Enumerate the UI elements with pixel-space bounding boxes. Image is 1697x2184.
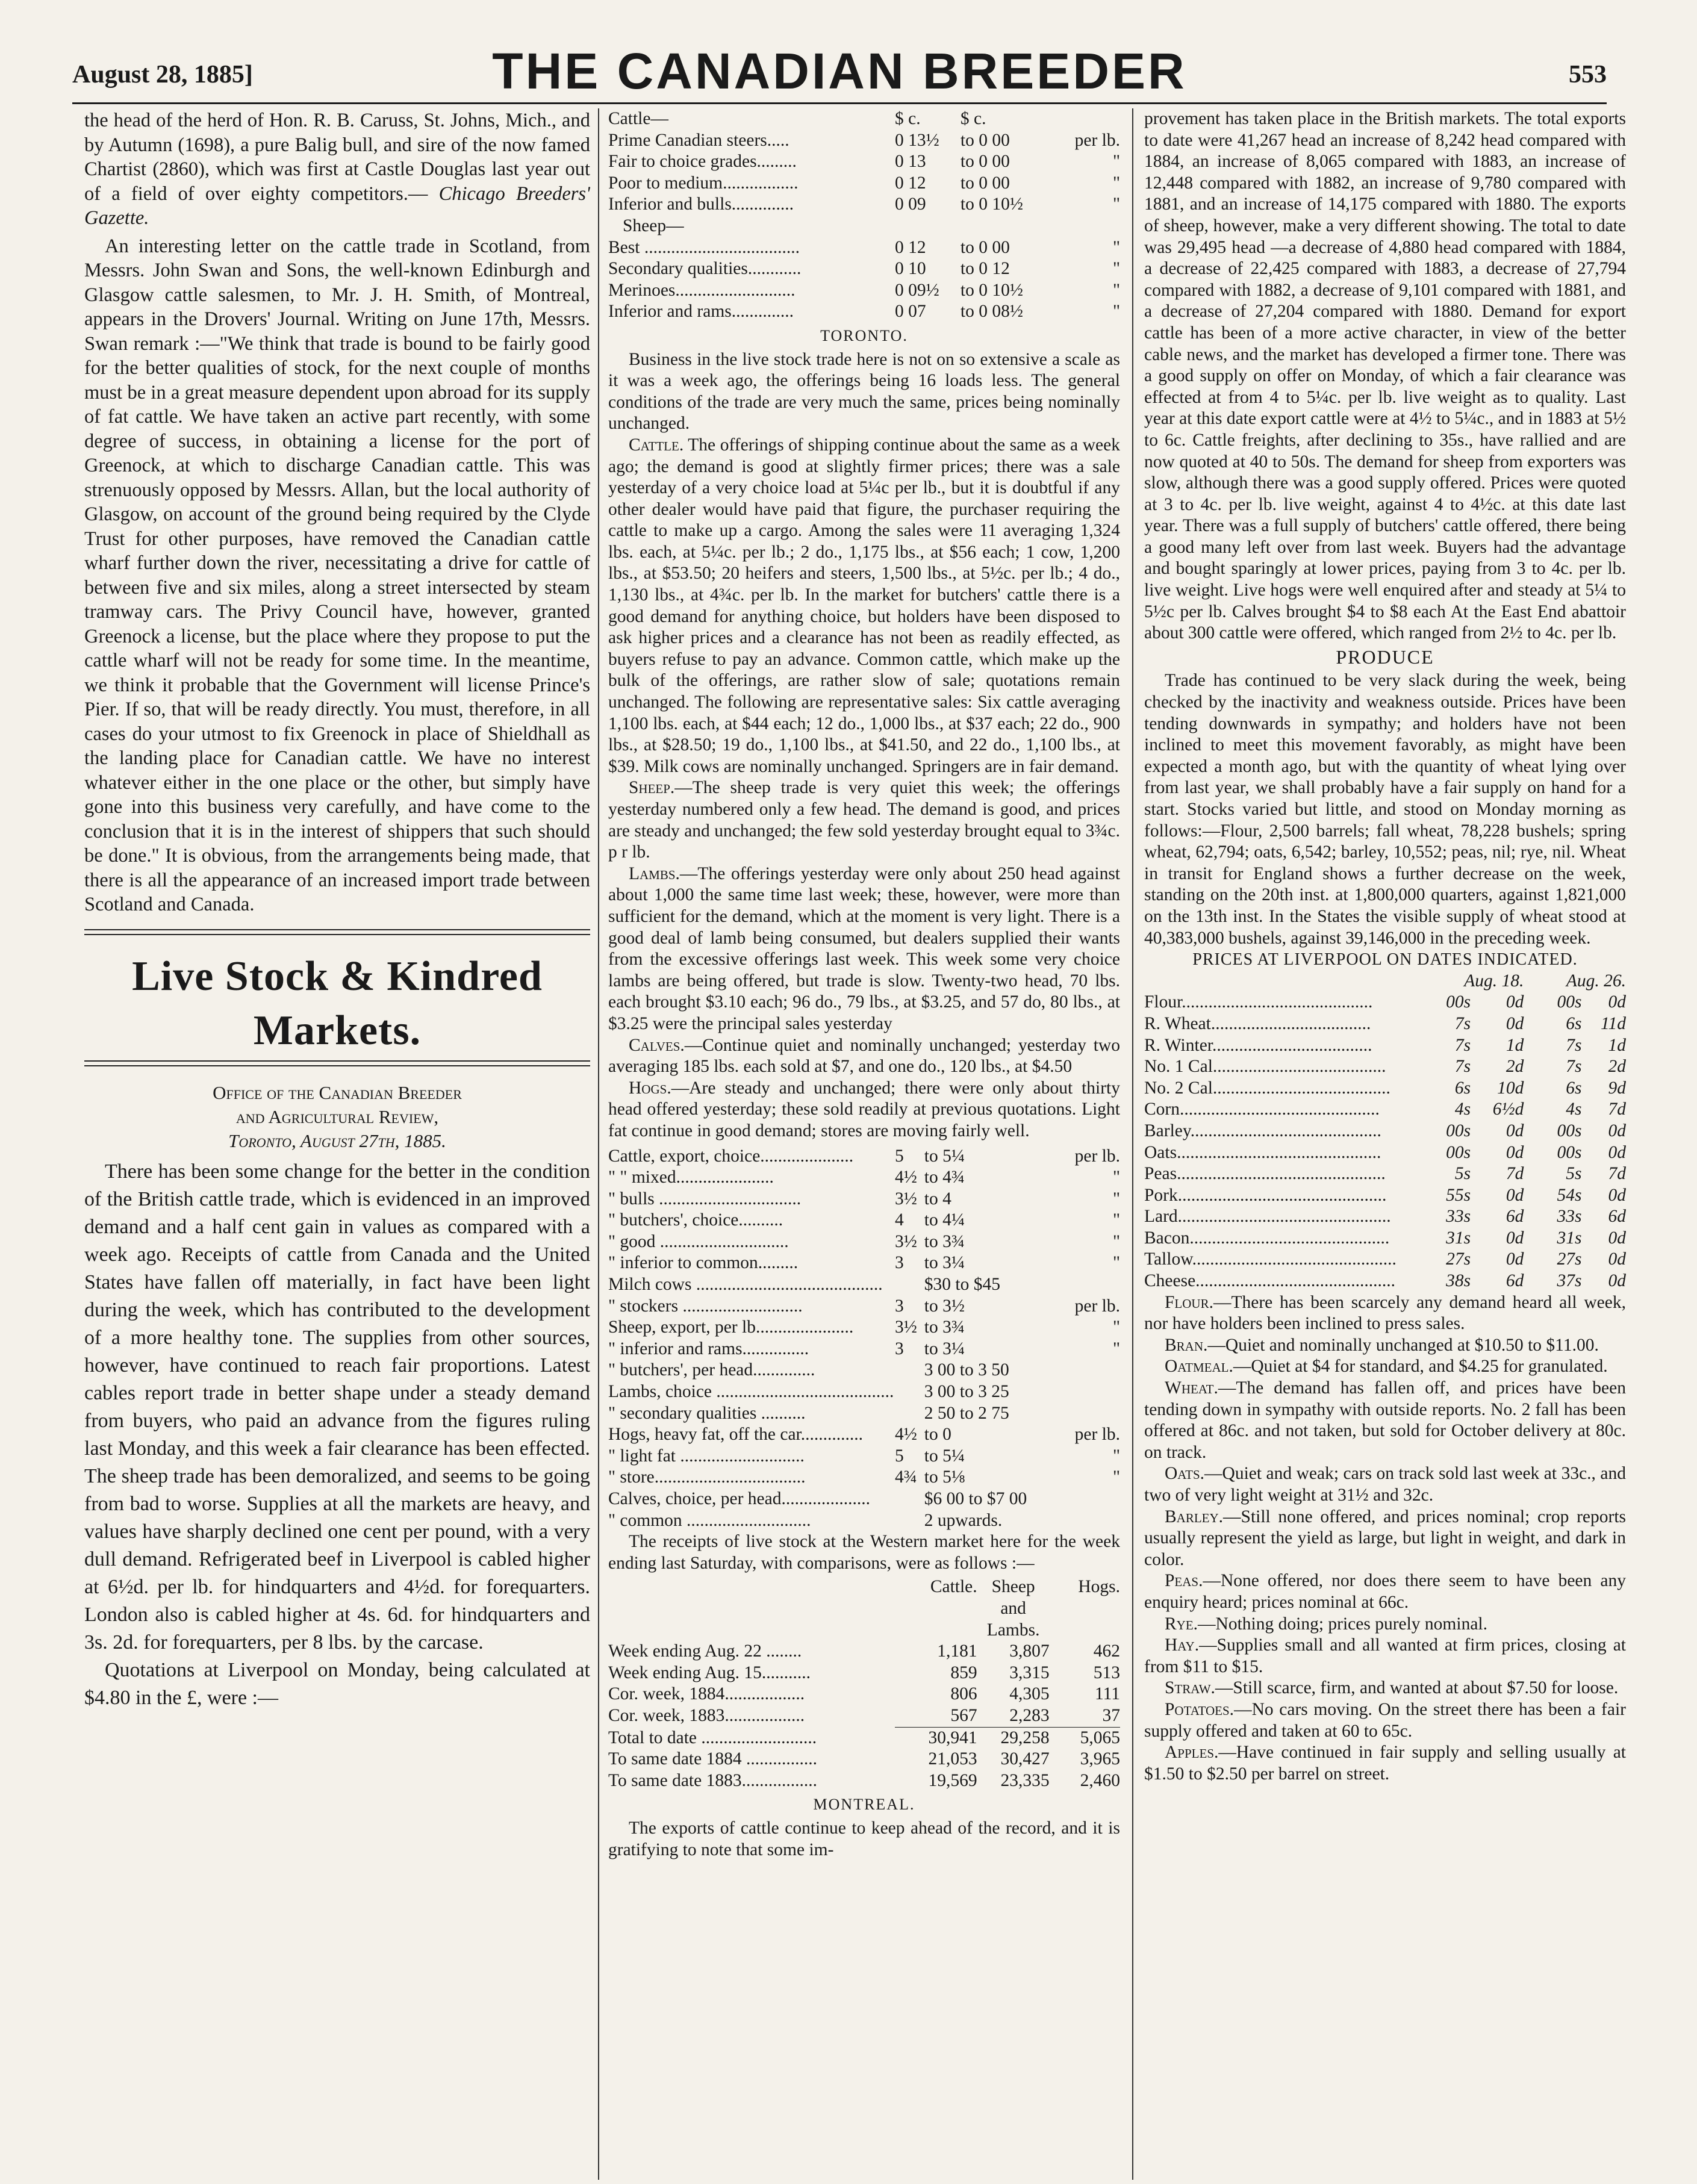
table-row: Cattle, export, choice..................... 5 to 5¼ per lb.: [608, 1146, 1120, 1166]
table-row: Inferior and rams.............. 0 07 to 0 08½ ": [608, 302, 1120, 322]
table-row: Peas............................................... 5s 7d 5s 7d: [1144, 1164, 1626, 1184]
market-paragraph: Cattle. The offerings of shipping continue about the same as a week ago; the demand is good at slightly firmer prices; there was a sale yesterday of a very choice load at 5¼c per lb., but it is doubtful if any other dealer would have paid that figure, the purchaser requiring the cattle to make up a cargo. Among the sales were 11 averaging 1,324 lbs. each, at 5¼c. per lb.; 2 do., 1,175 lbs., at $56 each; 1 cow, 1,200 lbs., at $53.50; 20 heifers and steers, 1,500 lbs., at 5½c. per lb.; 4 do., 1,130 lbs., at 4¾c. per lb. In the market for butchers' cattle there is a good demand for anything choice, but holders have been disposed to ask higher prices and a clearance has not been as readily effected, as buyers refuse to pay an advance. Common cattle, which make up the bulk of the offerings, are rather slow of sale; quotations remain unchanged. The following are representative sales: Six cattle averaging 1,100 lbs. each, at $44 each; 12 do., 1,000 lbs., at $37 each; 22 do., 900 lbs., at $28.50; 19 do., 1,100 lbs., at $41.50, and 22 do., 1,100 lbs., at $39. Milk cows are nominally unchanged. Springers are in fair demand.: [608, 435, 1120, 776]
column-1: [84, 108, 590, 2168]
table-row: Sheep, export, per lb...................... 3½ to 3¾ ": [608, 1318, 1120, 1337]
column-2: [608, 108, 1120, 2168]
liverpool-prices-table: Aug. 18. Aug. 26. Flour........................................... 00s 0d 00s 0d R. Wheat.................................... 7s 0d 6s 11d R. Winter.................................... 7s 1d 7s 1d No. 1 Cal....................................... 7s 2d 7s 2d No. 2 Cal........................................ 6s 10d 6s 9d Corn............................................. 4s 6½d 4s 7d Barley........................................... 00s 0d 00s 0d Oats.............................................. 00s 0d 00s 0d Peas............................................... 5s 7d 5s 7d Pork............................................... 55s 0d 54s 0d Lard................................................ 33s 6d 33s 6d Bacon............................................. 31s 0d 31s 0d Tallow.............................................. 27s 0d 27s 0d Cheese............................................. 38s 6d 37s 0d: [1144, 971, 1626, 1292]
page-header: [72, 36, 1607, 104]
table-row: " common ............................ 2 upwards.: [608, 1510, 1003, 1530]
article-paragraph: the head of the herd of Hon. R. B. Caruss, St. Johns, Mich., and by Autumn (1698), a pure Balig bull, and sire of the now famed Chartist (2860), which was first at Castle Douglas last year out of a field of over eighty competitors.— Chicago Breeders' Gazette.: [84, 110, 590, 229]
market-paragraph: provement has taken place in the British markets. The total exports to date were 41,267 head an increase of 8,242 head compared with 1884, an increase of 8,065 compared with 1883, an increase of 12,448 compared with 1882, an increase of 9,780 compared with 1881, and an increase of 14,175 compared with 1880. The exports of sheep, however, make a very different showing. The total to date was 29,495 head —a decrease of 4,880 head compared with 1884, a decrease of 22,425 compared with 1883, a decrease of 27,794 compared with 1882, a decrease of 9,101 compared with 1881, and a decrease of 27,204 compared with 1880. Demand for export cattle has been of a more active character, in view of the better cable news, and the market has developed a firmer tone. There was a good supply on offer on Monday, of which a fair clearance was effected at from 4 to 5¼c. per lb. live weight as to quality. Last year at this date export cattle were at 4½ to 5¼c., and in 1883 at 5½ to 6c. Cattle freights, after declining to 35s., have rallied and are now quoted at 40 to 50s. The demand for sheep from exporters was slow, although there was a good supply offered. Prices were quoted at 3 to 4c. per lb. live weight, against 4 to 4½c. at this date last year. There was a full supply of butchers' cattle offered, there being a good many left over from last week. Buyers had the advantage and bought sparingly at lower prices, paying from 3 to 4c. per lb. live weight. Live hogs were well enquired after and steady at 5¼ to 5½c per lb. Calves brought $4 to $8 each At the East End abattoir about 300 cattle were offered, which ranged from 2½ to 4c. per lb.: [1144, 109, 1626, 643]
produce-item: Oatmeal.—Quiet at $4 for standard, and $4.25 for granulated.: [1165, 1357, 1608, 1377]
produce-item: Hay.—Supplies small and all wanted at firm prices, closing at from $11 to $15.: [1144, 1635, 1626, 1676]
column-rule: [1132, 108, 1133, 2180]
table-row: Pork............................................... 55s 0d 54s 0d: [1144, 1185, 1626, 1205]
market-paragraph: Lambs.—The offerings yesterday were only about 250 head against about 1,000 the same time last week; these, however, were more than sufficient for the demand, which at the moment is very light. There is a good deal of lamb being consumed, but dealers supplied their wants from the excessive offerings last week. This week some very choice lambs are being offered, but trade is slow. Twenty-two head, 70 lbs. each brought $3.10 each; 96 do., 79 lbs., at $3.25, and 57 do, 80 lbs., at $3.25 were the principal sales yesterday: [608, 863, 1120, 1033]
market-paragraph: Quotations at Liverpool on Monday, being calculated at $4.80 in the £, were :—: [84, 1658, 590, 1709]
market-paragraph: There has been some change for the better in the condition of the British cattle trade, which is evidenced in an improved demand and a half cent gain in values as compared with a week ago. Receipts of cattle from Canada and the United States have fallen off materially, in fact have been light during the week, which has contributed to the development of a more healthy tone. The supplies from other sources, however, have continued to reach fair proportions. Latest cables report trade in better shape under a steady demand from buyers, who paid an advance from the figures ruling last Monday, and this week a fair clearance has been effected. The sheep trade has been demoralized, and seems to be going from bad to worse. Supplies at all the markets are heavy, and values have sharply declined one cent per pound, with a very dull demand. Refrigerated beef in Liverpool is cabled higher at 6½d. per lb. for hindquarters and 4½d. for forequarters. London also is cabled higher at 4s. 6d. for hindquarters and 3s. 2d. for forequarters, per 8 lbs. by the carcase.: [84, 1160, 590, 1654]
table-row: " butchers', choice.......... 4 to 4¼ ": [608, 1210, 1120, 1230]
table-row: Tallow.............................................. 27s 0d 27s 0d: [1144, 1249, 1626, 1269]
market-paragraph: Business in the live stock trade here is not on so extensive a scale as it was a week ago, the offerings being 16 loads less. The general conditions of the trade are very much the same, prices being nominally unchanged.: [608, 349, 1120, 434]
table-row: Fair to choice grades......... 0 13 to 0 00 ": [608, 152, 1120, 172]
table-row: Week ending Aug. 15........... 859 3,315 513: [608, 1663, 1120, 1682]
masthead-title: THE CANADIAN BREEDER: [492, 43, 1187, 99]
subhead-produce: PRODUCE: [1336, 646, 1434, 668]
market-paragraph: Sheep.—The sheep trade is very quiet this week; the offerings yesterday numbered only a few head. The demand is good, and prices are steady and unchanged; the few sold yesterday brought equal to 3¾c. p r lb.: [608, 778, 1120, 862]
section-rule: [84, 1060, 590, 1066]
table-row: Lambs, choice ........................................ 3 00 to 3 25: [608, 1382, 1009, 1402]
page-number: 553: [1569, 61, 1607, 89]
produce-item: Flour.—There has been scarcely any demand heard all week, nor have holders been inclined to press sales.: [1144, 1292, 1626, 1334]
produce-item: Bran.—Quiet and nominally unchanged at $10.50 to $11.00.: [1165, 1335, 1599, 1355]
source-credit: Chicago Breeders' Gazette.: [84, 182, 590, 229]
table-row: " inferior and rams............... 3 to 3¼ ": [608, 1339, 1120, 1358]
market-paragraph: The exports of cattle continue to keep ahead of the record, and it is gratifying to note that some im-: [608, 1818, 1120, 1859]
table-row: Calves, choice, per head.................... $6 00 to $7 00: [608, 1489, 1027, 1508]
table-row: No. 2 Cal........................................ 6s 10d 6s 9d: [1144, 1078, 1626, 1098]
receipts-table: Cattle. Sheep and Lambs. Hogs. Week ending Aug. 22 ........ 1,181 3,807 462 Week ending Aug. 15........... 859 3,315 513 Cor. week, 1884.................. 806 4,305 111 Cor. week, 1883.................. 567 2,283 37 Total to date .......................... 30,941 29,258 5,065 To same date 1884 ................ 21,053 30,427 3,965 To same date 1883................. 19,569 23,335 2,460: [608, 1576, 1120, 1791]
toronto-quotations-table: [608, 1146, 1120, 1532]
section-title: Live Stock & Kindred Markets.: [132, 953, 543, 1054]
table-row: Merinoes........................... 0 09½ to 0 10½ ": [608, 280, 1120, 300]
table-row: Oats.............................................. 00s 0d 00s 0d: [1144, 1142, 1626, 1162]
table-row: " " mixed...................... 4½ to 4¾ ": [608, 1168, 1120, 1187]
table-row: Bacon............................................. 31s 0d 31s 0d: [1144, 1228, 1626, 1248]
table-row: No. 1 Cal....................................... 7s 2d 7s 2d: [1144, 1057, 1626, 1077]
liverpool-cattle-table: Cattle— $ c. $ c. Prime Canadian steers..... 0 13½ to 0 00 per lb. Fair to choice grades......... 0 13 to 0 00 " Poor to medium................. 0 12 to 0 00 " Inferior and bulls.............. 0 09 to 0 10½ " Sheep— Best ................................... 0 12 to 0 00 " Secondary qualities............ 0 10 to 0 12 " Merinoes........................... 0 09½ to 0 10½ " Inferior and rams.............. 0 07 to 0 08½ ": [608, 108, 1120, 323]
produce-item: Wheat.—The demand has fallen off, and prices have been tending down in sympathy with outside reports. No. 2 fall has been offered at 86c. and not taken, but sold for October delivery at 80c. on track.: [1144, 1378, 1626, 1462]
table-row: " light fat ............................ 5 to 5¼ ": [608, 1446, 1120, 1466]
produce-item: Potatoes.—No cars moving. On the street there has been a fair supply offered and taken at 60 to 65c.: [1144, 1699, 1626, 1741]
table-row: " bulls ................................ 3½ to 4 ": [608, 1189, 1120, 1209]
table-row: Secondary qualities............ 0 10 to 0 12 ": [608, 259, 1120, 279]
table-row: Best ................................... 0 12 to 0 00 ": [608, 237, 1120, 257]
produce-item: Apples.—Have continued in fair supply and selling usually at $1.50 to $2.50 per barrel on street.: [1144, 1743, 1626, 1784]
table-row: " good ............................. 3½ to 3¾ ": [608, 1231, 1120, 1251]
table-row: Milch cows .......................................... $30 to $45: [608, 1275, 1000, 1295]
table-row: Total to date .......................... 30,941 29,258 5,065: [608, 1728, 1120, 1747]
table-row: " stockers ........................... 3 to 3½ per lb.: [608, 1296, 1120, 1316]
table-row: Hogs, heavy fat, off the car.............. 4½ to 0 per lb.: [608, 1425, 1120, 1445]
table-row: To same date 1883................. 19,569 23,335 2,460: [608, 1770, 1120, 1790]
produce-item: Peas.—None offered, nor does there seem to have been any enquiry heard; prices nominal at 66c.: [1144, 1571, 1626, 1612]
subhead-toronto: TORONTO.: [820, 326, 908, 344]
produce-item: Barley.—Still none offered, and prices nominal; crop reports usually represent the yield as large, but light in weight, and dark in color.: [1144, 1507, 1626, 1569]
table-row: Prime Canadian steers..... 0 13½ to 0 00 per lb.: [608, 130, 1120, 150]
market-paragraph: The receipts of live stock at the Western market here for the week ending last Saturday, with comparisons, were as follows :—: [608, 1532, 1120, 1573]
subhead-montreal: MONTREAL.: [813, 1796, 915, 1814]
table-row: Barley........................................... 00s 0d 00s 0d: [1144, 1121, 1626, 1140]
table-row: " butchers', per head.............. 3 00 to 3 50: [608, 1360, 1009, 1380]
table-row: To same date 1884 ................ 21,053 30,427 3,965: [608, 1749, 1120, 1769]
table-row: Flour........................................... 00s 0d 00s 0d: [1144, 992, 1626, 1012]
produce-item: Straw.—Still scarce, firm, and wanted at about $7.50 for loose.: [1165, 1678, 1619, 1698]
produce-item: Oats.—Quiet and weak; cars on track sold last week at 33c., and two of very light weight at 31½ and 32c.: [1144, 1464, 1626, 1505]
table-row: " store.................................. 4¾ to 5⅛ ": [608, 1467, 1120, 1487]
table-row: Week ending Aug. 22 ........ 1,181 3,807 462: [608, 1641, 1120, 1661]
market-paragraph: Hogs.—Are steady and unchanged; there were only about thirty head offered yesterday; these sold readily at previous quotations. Light fat continue in good demand; stores are moving fairly well.: [608, 1078, 1120, 1140]
table-row: Cor. week, 1884.................. 806 4,305 111: [608, 1684, 1120, 1704]
table-row: " secondary qualities .......... 2 50 to 2 75: [608, 1403, 1009, 1423]
table-row: Corn............................................. 4s 6½d 4s 7d: [1144, 1100, 1626, 1119]
table-row: Cheese............................................. 38s 6d 37s 0d: [1144, 1271, 1626, 1291]
column-rule: [598, 108, 599, 2180]
prices-table-title: PRICES AT LIVERPOOL ON DATES INDICATED.: [1192, 950, 1578, 969]
table-row: " inferior to common......... 3 to 3¼ ": [608, 1253, 1120, 1273]
market-paragraph: Trade has continued to be very slack during the week, being checked by the inactivity and weakness outside. Prices have been tending downwards in sympathy; and holders have not been inclined to meet this movement favorably, as might have been expected a month ago, but with the quantity of wheat lying over from last year, we shall probably have a fair supply on hand for a start. Stocks varied but little, and stood on Monday morning as follows:—Flour, 2,500 barrels; fall wheat, 78,228 bushels; spring wheat, 62,794; oats, 6,542; barley, 10,552; peas, nil; rye, nil. Wheat in transit for England shows a further decrease on the week, standing on the 20th inst. at 1,800,000 quarters, against 1,821,000 on the 13th inst. In the States the visible supply of wheat stood at 40,383,000 bushels, against 39,146,000 in the preceding week.: [1144, 671, 1626, 948]
issue-date: August 28, 1885]: [72, 61, 253, 89]
table-row: R. Winter.................................... 7s 1d 7s 1d: [1144, 1035, 1626, 1055]
table-row: Cor. week, 1883.................. 567 2,283 37: [608, 1705, 1120, 1725]
section-rule: [84, 929, 590, 935]
table-row: Lard................................................ 33s 6d 33s 6d: [1144, 1207, 1626, 1227]
produce-item: Rye.—Nothing doing; prices purely nominal.: [1165, 1614, 1487, 1634]
dateline: Office of the Canadian Breeder and Agricultural Review, Toronto, August 27th, 1885.: [213, 1081, 462, 1151]
table-row: Poor to medium................. 0 12 to 0 00 ": [608, 173, 1120, 193]
table-row: R. Wheat.................................... 7s 0d 6s 11d: [1144, 1013, 1626, 1033]
column-3: [1144, 108, 1626, 2168]
market-paragraph: Calves.—Continue quiet and nominally unchanged; yesterday two averaging 185 lbs. each sold at $7, and one do., 120 lbs., at $4.50: [608, 1035, 1120, 1077]
table-row: Inferior and bulls.............. 0 09 to 0 10½ ": [608, 194, 1120, 214]
article-paragraph: An interesting letter on the cattle trade in Scotland, from Messrs. John Swan and Sons, the well-known Edinburgh and Glasgow cattle salesmen, to Mr. J. H. Smith, of Montreal, appears in the Drovers' Journal. Writing on June 17th, Messrs. Swan remark :—"We think that trade is bound to be fairly good for the better qualities of stock, for the next couple of months must be in a great measure dependent upon abroad for its supply of fat cattle. We have taken an active part recently, with some degree of success, in obtaining a license for the port of Greenock, at which to discharge Canadian cattle. This was strenuously opposed by Messrs. Allan, but the local authority of Glasgow, on account of the ground being required by the Clyde Trust for other purposes, have removed the Canadian cattle wharf further down the river, necessitating a drive for cattle of between five and six miles, along a street intersected by steam tramway cars. The Privy Council have, however, granted Greenock a license, but the place where they propose to put the cattle wharf will not be ready for some time. In the meantime, we think it probable that the Government will license Prince's Pier. If so, that will be ready directly. You must, therefore, in all cases do your utmost to fix Greenock in place of Shieldhall as the landing place for Canadian cattle. We have no interest whatever either in the one place or the other, but simply have gone into this business very carefully, and have come to the conclusion that it is in the interest of shippers that such should be done." It is obvious, from the arrangements being made, that there is all the appearance of an increased import trade between Scotland and Canada.: [84, 235, 590, 915]
